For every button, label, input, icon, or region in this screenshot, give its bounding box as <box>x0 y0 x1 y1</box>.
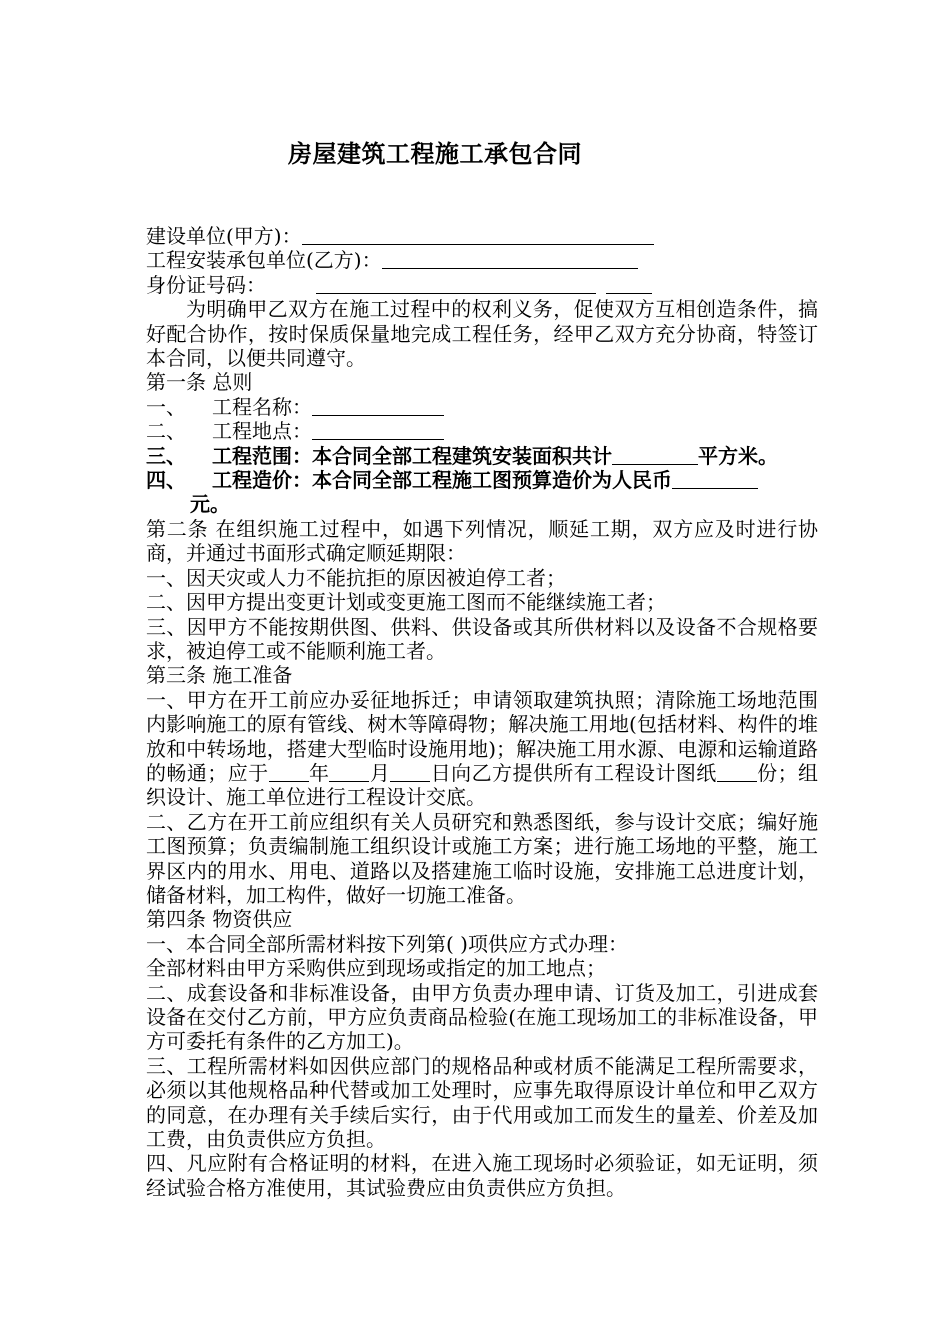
year-label: 年 <box>308 760 330 785</box>
day-blank[interactable] <box>390 763 430 782</box>
id-label: 身份证号码： <box>146 272 266 297</box>
project-location-label: 工程地点： <box>212 419 312 444</box>
article2-item3: 三、因甲方不能按期供图、供料、供设备或其所供材料以及设备不合规格要求，被迫停工或不能顺利施工者。 <box>146 614 818 663</box>
party-b-line <box>146 248 818 272</box>
article1-item3 <box>146 444 818 468</box>
project-name-blank[interactable] <box>312 397 444 416</box>
item-number: 三、 <box>146 443 186 468</box>
article4-item1: 一、本合同全部所需材料按下列第( )项供应方式办理： <box>146 931 628 956</box>
article3-heading: 第三条 施工准备 <box>146 663 293 688</box>
item-number: 四、 <box>146 468 186 493</box>
project-name-label: 工程名称： <box>212 394 312 419</box>
party-a-blank[interactable] <box>302 226 654 245</box>
intro-paragraph: 为明确甲乙双方在施工过程中的权利义务，促使双方互相创造条件，搞好配合协作，按时保质保量地完成工程任务，经甲乙双方充分协商，特签订本合同，以便共同遵守。 <box>146 297 818 371</box>
month-blank[interactable] <box>329 763 369 782</box>
area-unit: 平方米。 <box>698 443 778 468</box>
area-blank[interactable] <box>612 446 698 465</box>
id-blank[interactable] <box>316 275 596 294</box>
copies-label: 份；组织设计、施工单位进行工程设计交底。 <box>146 760 819 810</box>
article4-item4: 四、凡应附有合格证明的材料，在进入施工现场时必须验证，如无证明，须经试验合格方准使用，其试验费应由负责供应方负担。 <box>146 1151 818 1200</box>
article3-item2: 二、乙方在开工前应组织有关人员研究和熟悉图纸，参与设计交底；编好施工图预算；负责编制施工组织设计或施工方案；进行施工场地的平整，施工界区内的用水、用电、道路以及搭建施工临时设施，安排施工总进度计划，储备材料，加工构件，做好一切施工准备。 <box>146 809 818 907</box>
item-number: 一、 <box>146 394 186 419</box>
article4-heading: 第四条 物资供应 <box>146 907 293 932</box>
party-a-label: 建设单位(甲方)： <box>146 224 302 248</box>
article3-item1 <box>146 688 818 810</box>
cost-unit: 元。 <box>190 492 230 517</box>
article4-item1-option: 全部材料由甲方采购供应到现场或指定的加工地点； <box>146 956 606 981</box>
article2-heading: 第二条 在组织施工过程中，如遇下列情况，顺延工期，双方应及时进行协商，并通过书面形式确定顺延期限： <box>146 516 818 566</box>
article1-heading: 第一条 总则 <box>146 370 253 395</box>
contract-body <box>146 224 818 1200</box>
copies-blank[interactable] <box>717 763 757 782</box>
article2-item2: 二、因甲方提出变更计划或变更施工图而不能继续施工者； <box>146 590 666 615</box>
year-blank[interactable] <box>269 763 309 782</box>
month-label: 月 <box>369 760 391 785</box>
article3-item1-text: 一、甲方在开工前应办妥征地拆迁；申请领取建筑执照；清除施工场地范围内影响施工的原有管线、树木等障碍物；解决施工用地(包括材料、构件的堆放和中转场地，搭建大型临时设施用地)；解决施工用水源、电源和运输道路的畅通；应于 <box>146 687 818 785</box>
article1-item1 <box>146 395 818 419</box>
project-cost-text: 工程造价：本合同全部工程施工图预算造价为人民币 <box>212 468 672 493</box>
article1-item4 <box>146 468 818 492</box>
party-b-label: 工程安装承包单位(乙方)： <box>146 248 382 273</box>
project-scope-text: 工程范围：本合同全部工程建筑安装面积共计 <box>212 443 612 468</box>
article4-item2: 二、成套设备和非标准设备，由甲方负责办理申请、订货及加工，引进成套设备在交付乙方前，甲方应负责商品检验(在施工现场加工的非标准设备，甲方可委托有条件的乙方加工)。 <box>146 980 818 1054</box>
project-location-blank[interactable] <box>312 421 444 440</box>
party-a-line <box>146 224 818 248</box>
day-label: 日向乙方提供所有工程设计图纸 <box>430 760 717 785</box>
id-line <box>146 273 818 297</box>
item-number: 二、 <box>146 419 186 444</box>
party-b-blank[interactable] <box>382 250 638 269</box>
id-blank-2[interactable] <box>606 275 652 294</box>
article2-item1: 一、因天灾或人力不能抗拒的原因被迫停工者； <box>146 565 566 590</box>
contract-title: 房屋建筑工程施工承包合同 <box>288 140 582 168</box>
cost-blank[interactable] <box>672 470 758 489</box>
article4-item3: 三、工程所需材料如因供应部门的规格品种或材质不能满足工程所需要求，必须以其他规格品种代替或加工处理时，应事先取得原设计单位和甲乙双方的同意，在办理有关手续后实行，由于代用或加工而发生的量差、价差及加工费，由负责供应方负担。 <box>146 1053 818 1152</box>
article1-item2 <box>146 419 818 443</box>
